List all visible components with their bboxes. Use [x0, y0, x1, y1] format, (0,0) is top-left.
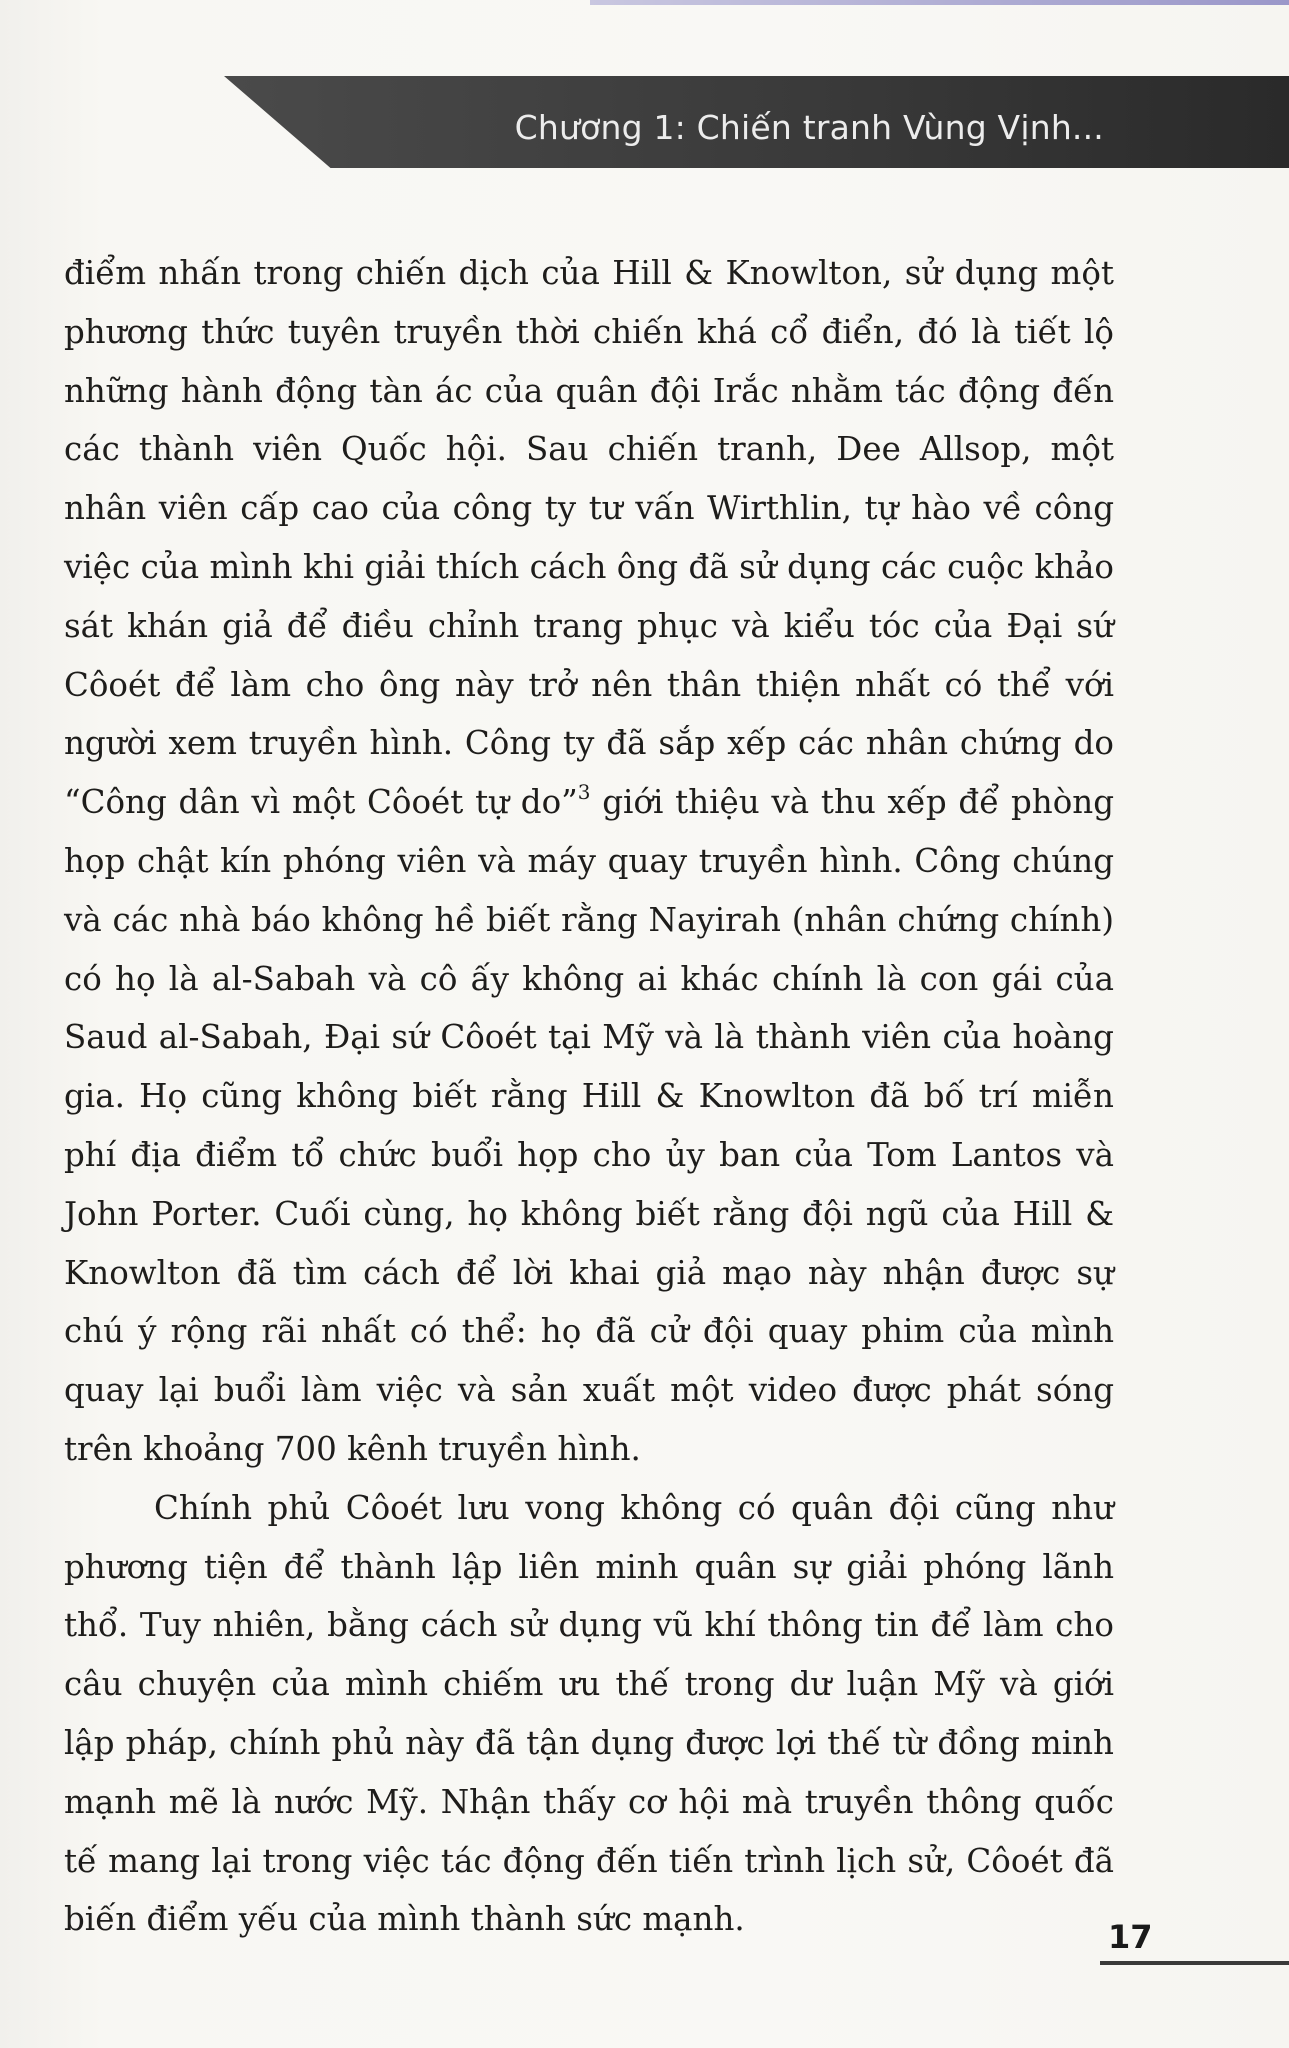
page-number-rule — [1100, 1961, 1289, 1965]
paragraph-1 — [64, 244, 1114, 1479]
top-edge-strip — [590, 0, 1289, 5]
body-text — [64, 244, 1114, 1949]
paragraph-2: Chính phủ Côoét lưu vong không có quân đội cũng như phương tiện để thành lập liên minh quân sự giải phóng lãnh thổ. Tuy nhiên, bằng cách sử dụng vũ khí thông tin để làm cho câu chuyện của mình chiếm ưu thế trong dư luận Mỹ và giới lập pháp, chính phủ này đã tận dụng được lợi thế từ đồng minh mạnh mẽ là nước Mỹ. Nhận thấy cơ hội mà truyền thông quốc tế mang lại trong việc tác động đến tiến trình lịch sử, Côoét đã biến điểm yếu của mình thành sức mạnh. — [64, 1488, 1114, 1939]
page-number: 17 — [1108, 1918, 1153, 1956]
paragraph-1-text-end: giới thiệu và thu xếp để phòng họp chật kín phóng viên và máy quay truyền hình. Công chúng và các nhà báo không hề biết rằng Nayirah (nhân chứng chính) có họ là al-Sabah và cô ấy không ai khác chính là con gái của Saud al-Sabah, Đại sứ Côoét tại Mỹ và là thành viên của hoàng gia. Họ cũng không biết rằng Hill & Knowlton đã bố trí miễn phí địa điểm tổ chức buổi họp cho ủy ban của Tom Lantos và John Porter. Cuối cùng, họ không biết rằng đội ngũ của Hill & Knowlton đã tìm cách để lời khai giả mạo này nhận được sự chú ý rộng rãi nhất có thể: họ đã cử đội quay phim của mình quay lại buổi làm việc và sản xuất một video được phát sóng trên khoảng 700 kênh truyền hình. — [64, 783, 1114, 1468]
chapter-title: Chương 1: Chiến tranh Vùng Vịnh... — [514, 108, 1104, 147]
footnote-marker: 3 — [577, 780, 591, 805]
paragraph-1-text-start: điểm nhấn trong chiến dịch của Hill & Knowlton, sử dụng một phương thức tuyên truyền thời chiến khá cổ điển, đó là tiết lộ những hành động tàn ác của quân đội Irắc nhằm tác động đến các thành viên Quốc hội. Sau chiến tranh, Dee Allsop, một nhân viên cấp cao của công ty tư vấn Wirthlin, tự hào về công việc của mình khi giải thích cách ông đã sử dụng các cuộc khảo sát khán giả để điều chỉnh trang phục và kiểu tóc của Đại sứ Côoét để làm cho ông này trở nên thân thiện nhất có thể với người xem truyền hình. Công ty đã sắp xếp các nhân chứng do “Công dân vì một Côoét tự do” — [64, 254, 1114, 822]
